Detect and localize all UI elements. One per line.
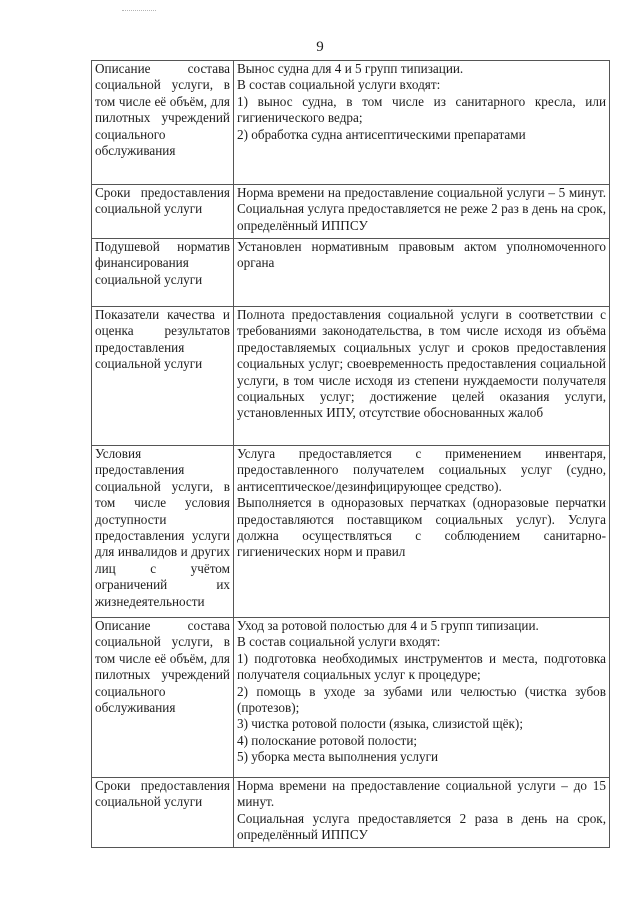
row-label: Показатели качества и оценка результатов предоставления социальной услуги <box>92 307 234 446</box>
row-value <box>234 185 610 239</box>
table-row <box>92 446 610 618</box>
scan-speck <box>122 10 156 12</box>
row-value <box>234 446 610 618</box>
row-label: Условия предоставления социальной услуги, в том числе условия доступности предоставления услуги для инвалидов и других лиц с учётом ограничений их жизнедеятельности <box>92 446 234 618</box>
row-value <box>234 61 610 185</box>
value-line: 2) обработка судна антисептическими препаратами <box>237 126 526 142</box>
value-line: Выполняется в одноразовых перчатках (одноразовые перчатки предоставляются поставщиком социальных услуг). Услуга должна осуществляться с соблюдением санитарно-гигиенических норм и правил <box>237 495 606 560</box>
value-line: Норма времени на предоставление социальной услуги – 5 минут. Социальная услуга предоставляется не реже 2 раз в день на срок, определённый ИППСУ <box>237 185 606 233</box>
table-row <box>92 778 610 848</box>
row-value <box>234 778 610 848</box>
row-label: Подушевой норматив финансирования социальной услуги <box>92 239 234 307</box>
value-line: Норма времени на предоставление социальной услуги – до 15 минут. <box>237 778 606 810</box>
value-line: Социальная услуга предоставляется 2 раза в день на срок, определённый ИППСУ <box>237 810 606 843</box>
service-description-table <box>91 60 610 848</box>
row-label: Описание состава социальной услуги, в том числе её объём, для пилотных учреждений социального обслуживания <box>92 618 234 778</box>
value-line: В состав социальной услуги входят: <box>237 77 441 93</box>
row-label: Сроки предоставления социальной услуги <box>92 778 234 848</box>
value-line: Полнота предоставления социальной услуги в соответствии с требованиями законодательства, в том числе исходя из объёма предоставляемых социальных услуг и сроков предоставления социальных услуг; своевременность предоставления социальной услуги, в том числе исходя из степени нуждаемости получателя социальных услуг; достижение целей оказания услуги, установленных ИПУ, отсутствие обоснованных жалоб <box>237 307 606 421</box>
row-label: Описание состава социальной услуги, в том числе её объём, для пилотных учреждений социального обслуживания <box>92 61 234 185</box>
value-line: 2) помощь в уходе за зубами или челюстью (чистка зубов (протезов); <box>237 683 606 716</box>
value-line: Услуга предоставляется с применением инвентаря, предоставленного получателем социальных услуг (судно, антисептическое/дезинфицирующее средство). <box>237 446 606 494</box>
table-row <box>92 618 610 778</box>
value-line: 1) подготовка необходимых инструментов и места, подготовка получателя социальных услуг к процедуре; <box>237 650 606 683</box>
row-value <box>234 307 610 446</box>
row-value <box>234 618 610 778</box>
table-row <box>92 185 610 239</box>
table-row <box>92 307 610 446</box>
table-row <box>92 239 610 307</box>
value-line: Установлен нормативным правовым актом уполномоченного органа <box>237 239 606 271</box>
value-line: Вынос судна для 4 и 5 групп типизации. <box>237 61 464 76</box>
value-line: 1) вынос судна, в том числе из санитарного кресла, или гигиенического ведра; <box>237 93 606 126</box>
value-line: 5) уборка места выполнения услуги <box>237 749 439 765</box>
value-line: 3) чистка ротовой полости (языка, слизистой щёк); <box>237 716 523 732</box>
table-row <box>92 61 610 185</box>
value-line: Уход за ротовой полостью для 4 и 5 групп типизации. <box>237 618 539 633</box>
row-value <box>234 239 610 307</box>
row-label: Сроки предоставления социальной услуги <box>92 185 234 239</box>
page-number: 9 <box>316 39 324 55</box>
value-line: 4) полоскание ротовой полости; <box>237 732 418 748</box>
value-line: В состав социальной услуги входят: <box>237 634 441 650</box>
